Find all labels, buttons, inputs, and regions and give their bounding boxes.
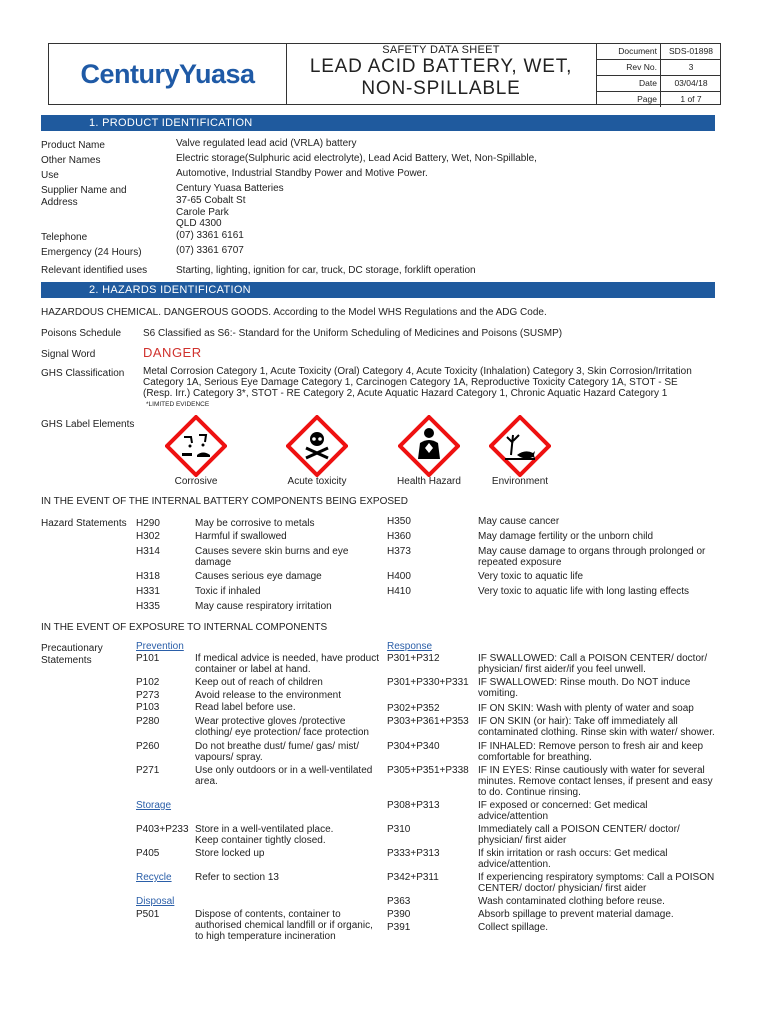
meta-value: 03/04/18	[674, 78, 708, 88]
disposal-heading: Disposal	[136, 896, 175, 907]
corrosive-icon	[165, 415, 227, 477]
statement-code: H410	[387, 586, 411, 597]
ghs-line: (Resp. Irr.) Category 3*, STOT - RE Category 2, Acute Aquatic Hazard Category 1, Chronic Aquatic Hazard Category 1	[143, 388, 668, 399]
statement-code: P302+P352	[387, 703, 440, 714]
statement-code: P303+P361+P353	[387, 716, 469, 727]
telephone: (07) 3361 6161	[176, 230, 244, 241]
supplier-line: 37-65 Cobalt St	[176, 195, 246, 206]
statement-text: clothing/ eye protection/ face protection	[195, 727, 369, 738]
statement-text: If medical advice is needed, have product	[195, 653, 379, 664]
product-name-label: Product Name	[41, 140, 105, 151]
meta-value: 3	[688, 62, 694, 72]
doc-meta-table	[596, 44, 721, 104]
statement-text: Store locked up	[195, 848, 265, 859]
ghs-line: Category 1A, Serious Eye Damage Category 1, Carcinogen Category 1A, Reproductive Toxicity Category 1A, STOT - SE	[143, 377, 678, 388]
statement-text: May cause respiratory irritation	[195, 601, 332, 612]
statement-code: H350	[387, 516, 411, 527]
statement-text: Do not breathe dust/ fume/ gas/ mist/	[195, 741, 359, 752]
statement-text: May cause damage to organs through prolonged or	[478, 546, 706, 557]
statement-code: P308+P313	[387, 800, 440, 811]
statement-text: Keep out of reach of children	[195, 677, 323, 688]
company-logo	[49, 44, 287, 104]
statement-code: P501	[136, 909, 160, 920]
statement-code: H400	[387, 571, 411, 582]
storage-heading: Storage	[136, 800, 172, 811]
meta-key: Page	[597, 92, 661, 107]
precautionary-label-2: Statements	[41, 655, 92, 666]
statement-text: Toxic if inhaled	[195, 586, 261, 597]
meta-value: 1 of 7	[680, 94, 702, 104]
meta-value: SDS-01898	[669, 46, 713, 56]
logo-text: CenturyYuasa	[80, 58, 255, 89]
statement-text: IF exposed or concerned: Get medical	[478, 800, 648, 811]
statement-text: Store in a well-ventilated place.	[195, 824, 334, 835]
statement-text: Keep container tightly closed.	[195, 835, 326, 846]
statement-text: Avoid release to the environment	[195, 690, 342, 701]
supplier-line: Carole Park	[176, 207, 229, 218]
use-label: Use	[41, 170, 59, 181]
section-1-heading-text: 1. PRODUCT IDENTIFICATION	[89, 117, 253, 129]
statement-text: IF SWALLOWED: Rinse mouth. Do NOT induce	[478, 677, 691, 688]
pictogram-label: Environment	[491, 476, 549, 487]
supplier-line: QLD 4300	[176, 218, 222, 229]
statement-text: CENTER/ doctor/ physician/ first aider	[478, 883, 647, 894]
hazard-statements-label: Hazard Statements	[41, 518, 127, 529]
statement-code: P363	[387, 896, 411, 907]
statement-text: to high temperature incineration	[195, 931, 336, 942]
statement-code: P301+P330+P331	[387, 677, 469, 688]
statement-text: Read label before use.	[195, 702, 296, 713]
statement-code: H373	[387, 546, 411, 557]
statement-text: Causes serious eye damage	[195, 571, 322, 582]
statement-text: Immediately call a POISON CENTER/ doctor/	[478, 824, 680, 835]
other-names: Electric storage(Sulphuric acid electrolyte), Lead Acid Battery, Wet, Non-Spillable,	[176, 153, 537, 164]
uses-value: Starting, lighting, ignition for car, truck, DC storage, forklift operation	[176, 265, 476, 276]
statement-text: May be corrosive to metals	[195, 518, 315, 529]
statement-text: If skin irritation or rash occurs: Get medical	[478, 848, 668, 859]
environment-icon	[489, 415, 551, 477]
emergency-label: Emergency (24 Hours)	[41, 247, 142, 258]
exposure-heading: IN THE EVENT OF EXPOSURE TO INTERNAL COMPONENTS	[41, 622, 328, 633]
statement-text: minutes. Remove contact lenses, if present and easy	[478, 776, 713, 787]
statement-text: vapours/ spray.	[195, 752, 263, 763]
statement-text: vomiting.	[478, 688, 519, 699]
prevention-heading: Prevention	[136, 641, 184, 652]
pictogram-label: Corrosive	[174, 476, 218, 487]
response-heading: Response	[387, 641, 433, 652]
recycle-text: Refer to section 13	[195, 872, 279, 883]
doc-title-line1: LEAD ACID BATTERY, WET,	[309, 56, 573, 77]
statement-text: IF ON SKIN: Wash with plenty of water and soap	[478, 703, 694, 714]
statement-code: P101	[136, 653, 160, 664]
statement-text: physician/ first aider/if you feel unwell.	[478, 664, 646, 675]
statement-text: May cause cancer	[478, 516, 560, 527]
statement-text: comfortable for breathing.	[478, 752, 592, 763]
statement-text: If experiencing respiratory symptoms: Call a POISON	[478, 872, 715, 883]
ghs-label: GHS Classification	[41, 368, 125, 379]
statement-text: container or label at hand.	[195, 664, 311, 675]
statement-code: P391	[387, 922, 411, 933]
product-name: Valve regulated lead acid (VRLA) battery	[176, 138, 357, 149]
statement-code: P310	[387, 824, 411, 835]
statement-text: Very toxic to aquatic life with long lasting effects	[478, 586, 690, 597]
statement-text: area.	[195, 776, 218, 787]
signal-word-label: Signal Word	[41, 349, 96, 360]
statement-text: IF SWALLOWED: Call a POISON CENTER/ doctor/	[478, 653, 708, 664]
statement-code: P103	[136, 702, 160, 713]
uses-label: Relevant identified uses	[41, 265, 148, 276]
statement-code: P260	[136, 741, 160, 752]
statement-text: damage	[195, 557, 232, 568]
section-2-heading	[41, 282, 715, 298]
doc-type: SAFETY DATA SHEET	[382, 44, 500, 56]
statement-code: P333+P313	[387, 848, 440, 859]
meta-row	[597, 92, 721, 107]
statement-text: IF ON SKIN (or hair): Take off immediately all	[478, 716, 678, 727]
statement-code: P342+P311	[387, 872, 439, 883]
ghs-note: *LIMITED EVIDENCE	[146, 401, 210, 408]
meta-row	[597, 44, 721, 60]
meta-key: Document	[597, 44, 661, 59]
hazard-intro: HAZARDOUS CHEMICAL. DANGEROUS GOODS. According to the Model WHS Regulations and the ADG Code.	[41, 307, 547, 318]
statement-text: to do. Continue rinsing.	[478, 787, 581, 798]
statement-text: Use only outdoors or in a well-ventilated	[195, 765, 373, 776]
statement-text: repeated exposure	[478, 557, 562, 568]
statement-code: P305+P351+P338	[387, 765, 469, 776]
signal-word: DANGER	[143, 345, 202, 360]
ghs-line: Metal Corrosion Category 1, Acute Toxicity (Oral) Category 4, Acute Toxicity (Inhalation) Category 3, Skin Corrosion/Irritation	[143, 366, 692, 377]
doc-title-line2: NON-SPILLABLE	[361, 78, 521, 99]
statement-code: P390	[387, 909, 411, 920]
statement-text: May damage fertility or the unborn child	[478, 531, 654, 542]
supplier-label-2: Address	[41, 197, 78, 208]
statement-text: advice/attention	[478, 811, 549, 822]
poisons-value: S6 Classified as S6:- Standard for the Uniform Scheduling of Medicines and Poisons (SUSMP)	[143, 328, 563, 339]
statement-text: IF INHALED: Remove person to fresh air and keep	[478, 741, 704, 752]
statement-code: P405	[136, 848, 160, 859]
statement-code: H314	[136, 546, 160, 557]
health-hazard-icon	[398, 415, 460, 477]
statement-code: H335	[136, 601, 160, 612]
document-header	[48, 43, 721, 105]
pictogram-label: Acute toxicity	[287, 476, 347, 487]
statement-text: advice/attention.	[478, 859, 551, 870]
recycle-heading: Recycle	[136, 872, 172, 883]
statement-code: P273	[136, 690, 160, 701]
meta-key: Rev No.	[597, 60, 661, 75]
section-2-heading-text: 2. HAZARDS IDENTIFICATION	[89, 284, 251, 296]
label-elements-label: GHS Label Elements	[41, 419, 135, 430]
statement-text: Wear protective gloves /protective	[195, 716, 346, 727]
use-value: Automotive, Industrial Standby Power and Motive Power.	[176, 168, 428, 179]
meta-key: Date	[597, 76, 661, 91]
meta-row	[597, 60, 721, 76]
statement-code: H302	[136, 531, 160, 542]
statement-code: P403+P233	[136, 824, 189, 835]
statement-text: contaminated clothing. Rinse skin with water/ shower.	[478, 727, 715, 738]
pictogram-label: Health Hazard	[397, 476, 461, 487]
statement-text: Causes severe skin burns and eye	[195, 546, 349, 557]
supplier-line: Century Yuasa Batteries	[176, 183, 284, 194]
statement-text: Harmful if swallowed	[195, 531, 287, 542]
statement-code: P304+P340	[387, 741, 440, 752]
statement-text: Dispose of contents, container to	[195, 909, 341, 920]
telephone-label: Telephone	[41, 232, 88, 243]
supplier-label: Supplier Name and	[41, 185, 127, 196]
exposed-heading: IN THE EVENT OF THE INTERNAL BATTERY COMPONENTS BEING EXPOSED	[41, 496, 408, 507]
other-names-label: Other Names	[41, 155, 101, 166]
statement-code: P271	[136, 765, 160, 776]
statement-text: Absorb spillage to prevent material damage.	[478, 909, 674, 920]
statement-text: authorised chemical landfill or if organic,	[195, 920, 373, 931]
skull-crossbones-icon	[286, 415, 348, 477]
statement-text: Collect spillage.	[478, 922, 549, 933]
poisons-label: Poisons Schedule	[41, 328, 122, 339]
emergency-phone: (07) 3361 6707	[176, 245, 244, 256]
statement-code: P280	[136, 716, 160, 727]
statement-code: P301+P312	[387, 653, 440, 664]
precautionary-label: Precautionary	[41, 643, 103, 654]
statement-text: IF IN EYES: Rinse cautiously with water for several	[478, 765, 705, 776]
statement-code: H318	[136, 571, 160, 582]
statement-text: Very toxic to aquatic life	[478, 571, 584, 582]
section-1-heading	[41, 115, 715, 131]
statement-code: H360	[387, 531, 411, 542]
statement-code: H290	[136, 518, 160, 529]
statement-text: physician/ first aider	[478, 835, 567, 846]
statement-text: Wash contaminated clothing before reuse.	[478, 896, 665, 907]
title-box	[286, 44, 596, 104]
statement-code: H331	[136, 586, 160, 597]
statement-code: P102	[136, 677, 160, 688]
meta-row	[597, 76, 721, 92]
